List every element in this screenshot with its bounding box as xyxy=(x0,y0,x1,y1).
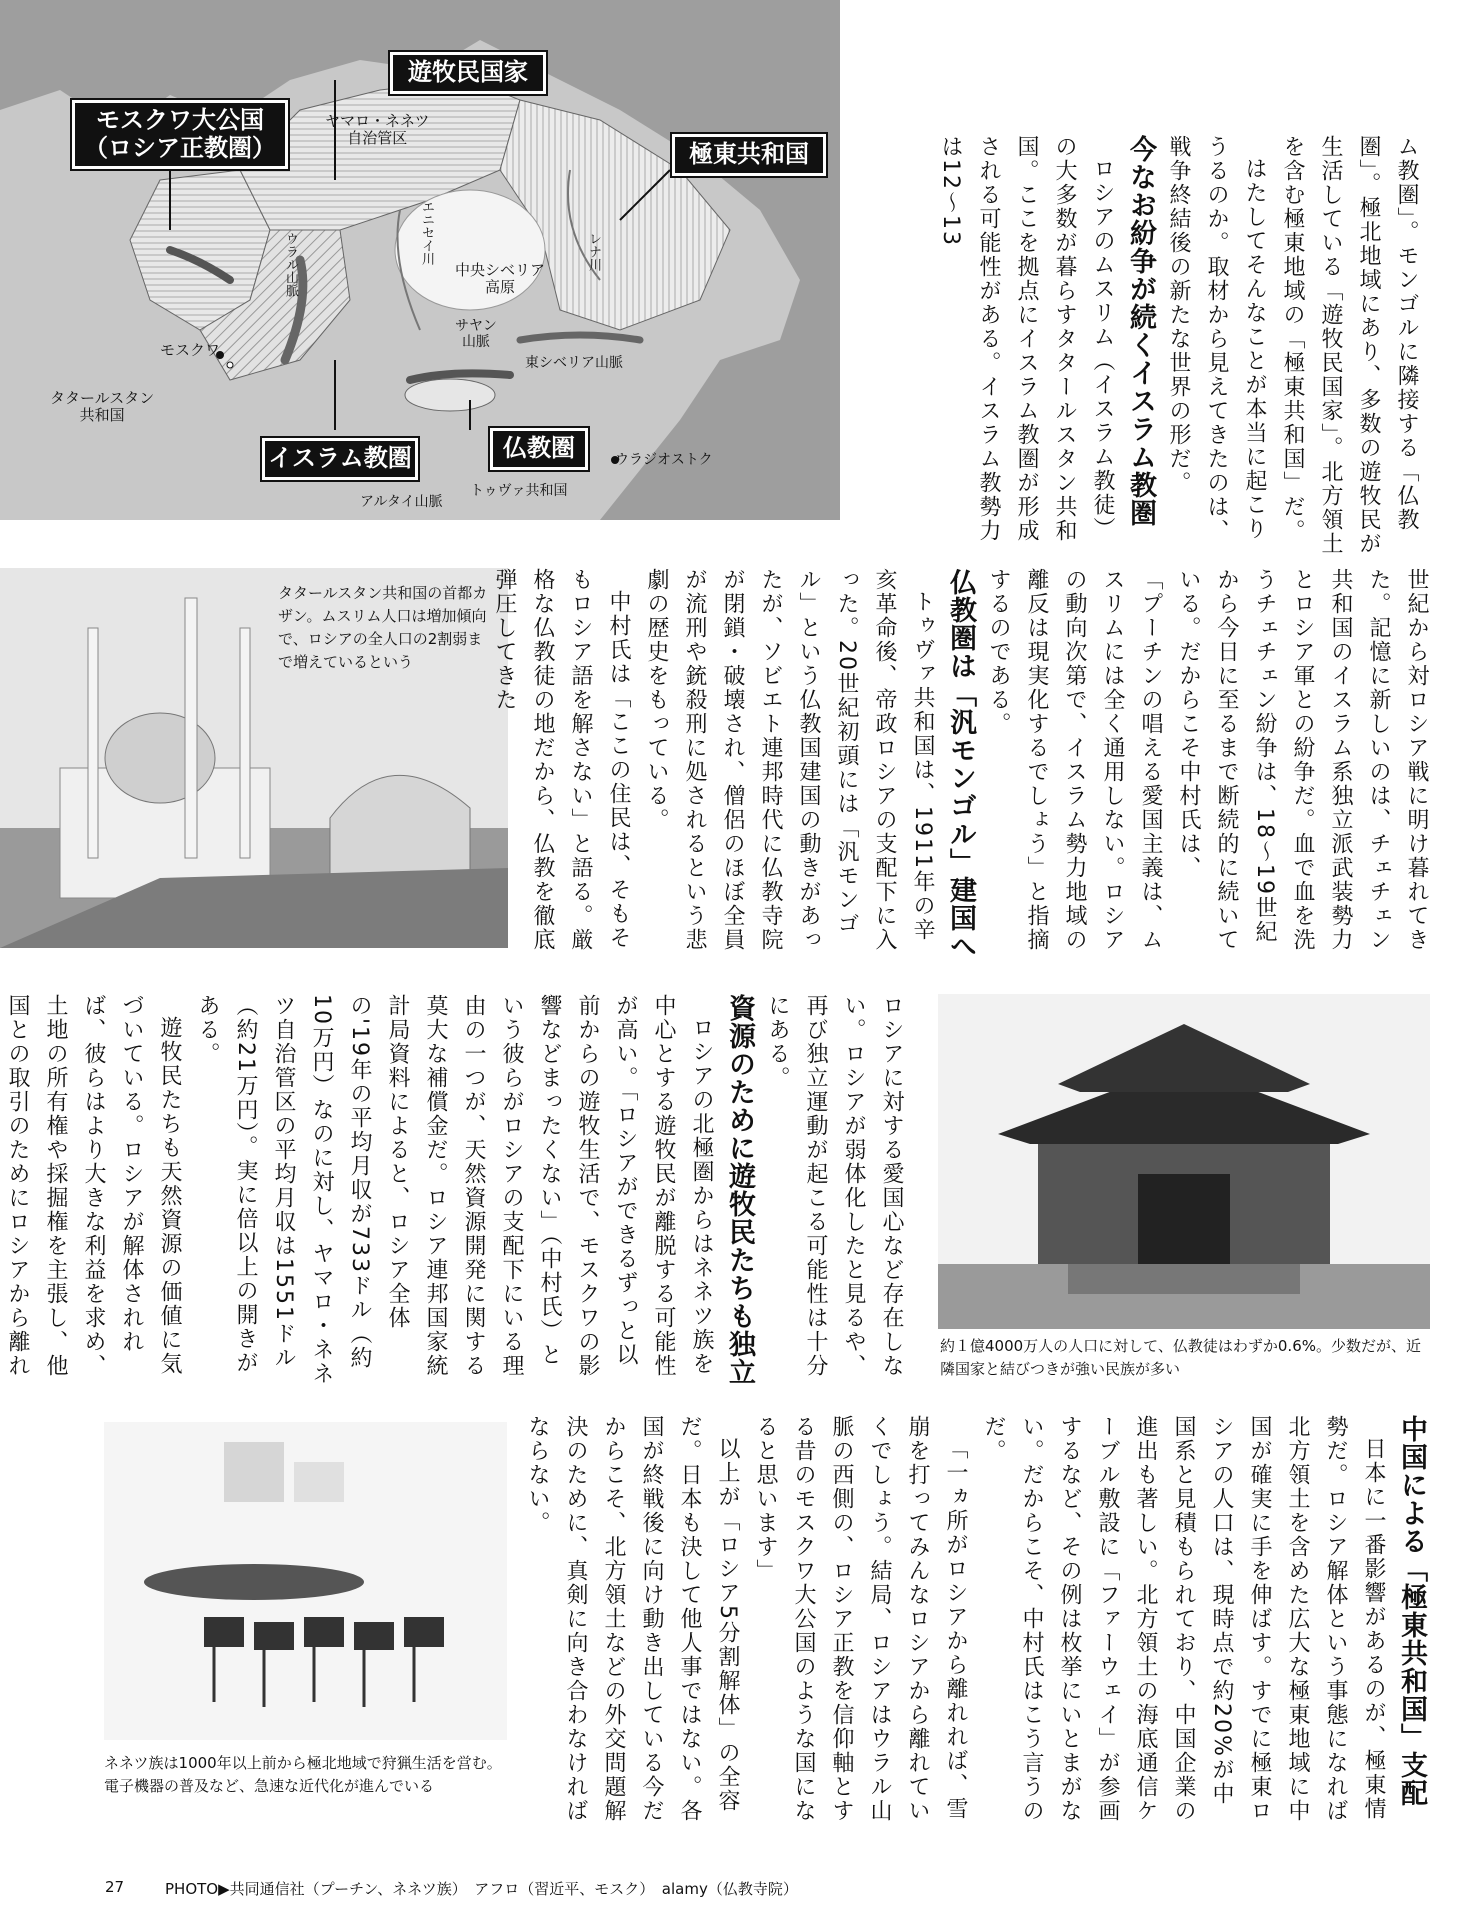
callout-moscow-subtitle: （ロシア正教圏） xyxy=(84,133,276,162)
label-east-siberian-mountains: 東シベリア山脈 xyxy=(525,355,623,371)
article-section-4 xyxy=(525,1415,1430,1825)
article-section-2 xyxy=(492,568,1435,963)
label-yamal-nenets: ヤマロ・ネネツ 自治管区 xyxy=(325,112,430,148)
russia-division-map xyxy=(0,0,840,520)
s2-paragraph-1: 世紀から対ロシア戦に明け暮れてきた。記憶に新しいのは、チェチェン共和国のイスラム系独立派武装勢力とロシア軍との紛争だ。血で血を洗うチェチェン紛争は、18〜19世紀から今日に至るまで断続的に続いている。だからこそ中村氏は、 xyxy=(1176,568,1429,952)
s1-heading: 今なお紛争が続くイスラム教圏 xyxy=(1125,135,1156,527)
s2-paragraph-3: トゥヴァ共和国は、1911年の辛亥革命後、帝政ロシアの支配下に入った。20世紀初頭には「汎モンゴル」という仏教国建国の動きがあったが、ソビエト連邦時代に仏教寺院が閉鎖・破壊され、僧侶のほぼ全員が流刑や銃殺刑に処されるという悲劇の歴史をもっている。 xyxy=(644,568,935,952)
article-section-1 xyxy=(880,135,1425,560)
mosque-caption: タタールスタン共和国の首都カザン。ムスリム人口は増加傾向で、ロシアの全人口の2割弱まで増えているという xyxy=(278,584,488,671)
callout-far-east: 極東共和国 xyxy=(672,134,826,176)
s1-paragraph-2: はたしてそんなことが本当に起こりうるのか。取材から見えてきたのは、戦争終結後の新たな世界の形だ。 xyxy=(1166,135,1267,543)
s3-paragraph-2: ロシアの北極圏からはネネツ族を中心とする遊牧民が離脱する可能性が高い。「ロシアができるずっと以前からの遊牧生活で、モスクワの影響などまったくない」（中村氏）という彼らがロシアの支配下にいる理由の一つが、天然資源開発に関する莫大な補償金だ。ロシア連邦国家統計局資料によると、ロシア全体の'19年の平均月収が733ドル（約10万円）なのに対し、ヤマロ・ネネツ自治管区の平均月収は1551ドル（約21万円）。実に倍以上の開きがある。 xyxy=(195,994,714,1386)
label-ural-mountains: ウラル山脈 xyxy=(282,232,298,297)
callout-nomad-state: 遊牧民国家 xyxy=(390,52,546,94)
reindeer-caption: ネネツ族は1000年以上前から極北地域で狩猟生活を営む。電子機器の普及など、急速な近代化が進んでいる xyxy=(104,1754,502,1795)
callout-moscow-title: モスクワ大公国 xyxy=(96,106,264,134)
label-sayan-mountains: サヤン 山脈 xyxy=(455,318,497,351)
s4-paragraph-1: 日本に一番影響があるのが、極東情勢だ。ロシア解体という事態になれば北方領土を含めた広大な極東地域に中国が確実に手を伸ばす。すでに極東ロシアの人口は、現時点で約20%が中国系と見積もられており、中国企業の進出も著しい。北方領土の海底通信ケーブル敷設に「ファーウェイ」が参画するなど、その例は枚挙にいとまがない。だからこそ、中村氏はこう言うのだ。 xyxy=(981,1415,1386,1823)
s2-paragraph-4: 中村氏は「ここの住民は、そもそもロシア語を解さない」と語る。厳格な仏教徒の地だから、仏教を徹底弾圧してきた xyxy=(492,568,631,952)
s3-heading: 資源のために遊牧民たちも独立 xyxy=(724,994,755,1386)
article-section-3 xyxy=(5,994,910,1389)
s2-heading: 仏教圏は「汎モンゴル」建国へ xyxy=(945,568,976,960)
callout-moscow xyxy=(72,100,288,169)
label-lena-river: レナ川 xyxy=(585,232,601,271)
s4-heading: 中国による「極東共和国」支配 xyxy=(1396,1415,1427,1807)
page-number: 27 xyxy=(105,1878,125,1896)
s4-paragraph-2: 「一ヵ所がロシアから離れれば、雪崩を打ってみんなロシアから離れていくでしょう。結局、ロシアはウラル山脈の西側の、ロシア正教を信仰軸とする昔のモスクワ大公国のような国になると思います」 xyxy=(753,1415,968,1823)
label-moscow: モスクワ xyxy=(160,341,221,359)
label-tatarstan: タタールスタン 共和国 xyxy=(50,389,155,425)
label-tuva: トゥヴァ共和国 xyxy=(470,483,568,499)
s2-paragraph-2: 「プーチンの唱える愛国主義は、ムスリムには全く通用しない。ロシアの動向次第で、イスラム勢力地域の離反は現実化するでしょう」と指摘するのである。 xyxy=(986,568,1163,952)
temple-caption: 約１億4000万人の人口に対して、仏教徒はわずか0.6%。少数だが、近隣国家と結びつきが強い民族が多い xyxy=(940,1337,1421,1378)
label-vladivostok: ウラジオストク xyxy=(615,452,713,468)
s3-paragraph-1: ロシアに対する愛国心など存在しない。ロシアが弱体化したと見るや、再び独立運動が起こる可能性は十分にある。 xyxy=(765,994,904,1378)
reindeer-illustration xyxy=(104,1422,507,1740)
s3-paragraph-3: 遊牧民たちも天然資源の価値に気づいている。ロシアが解体されれば、彼らはより大きな利益を求め、土地の所有権や採掘権を主張し、他国との取引のためにロシアから離れ xyxy=(5,994,182,1378)
photo-credits: PHOTO▶共同通信社（プーチン、ネネツ族） アフロ（習近平、モスク） alamy（仏教寺院） xyxy=(165,1880,798,1898)
s4-paragraph-3: 以上が「ロシア5分割解体」の全容だ。日本も決して他人事ではない。各国が終戦後に向け動き出している今だからこそ、北方領土などの外交問題解決のために、真剣に向き合わなければならない。 xyxy=(525,1415,740,1823)
label-altai-mountains: アルタイ山脈 xyxy=(360,494,443,510)
label-central-siberian-plateau: 中央シベリア 高原 xyxy=(455,261,546,297)
nenets-reindeer-photo xyxy=(104,1422,507,1740)
callout-islam: イスラム教圏 xyxy=(262,438,418,480)
s1-paragraph-1: ム教圏」。モンゴルに隣接する「仏教圏」。極北地域にあり、多数の遊牧民が生活している「遊牧民国家」。北方領土を含む極東地域の「極東共和国」だ。 xyxy=(1280,135,1419,556)
label-yenisei-river: エニセイ川 xyxy=(418,200,434,265)
temple-illustration xyxy=(938,994,1430,1329)
buddhist-temple-photo xyxy=(938,994,1430,1329)
callout-buddhist: 仏教圏 xyxy=(490,428,588,470)
s1-paragraph-3: ロシアのムスリム（イスラム教徒）の大多数が暮らすタタールスタン共和国。ここを拠点にイスラム教圏が形成される可能性がある。イスラム教勢力は12〜13 xyxy=(938,135,1115,543)
